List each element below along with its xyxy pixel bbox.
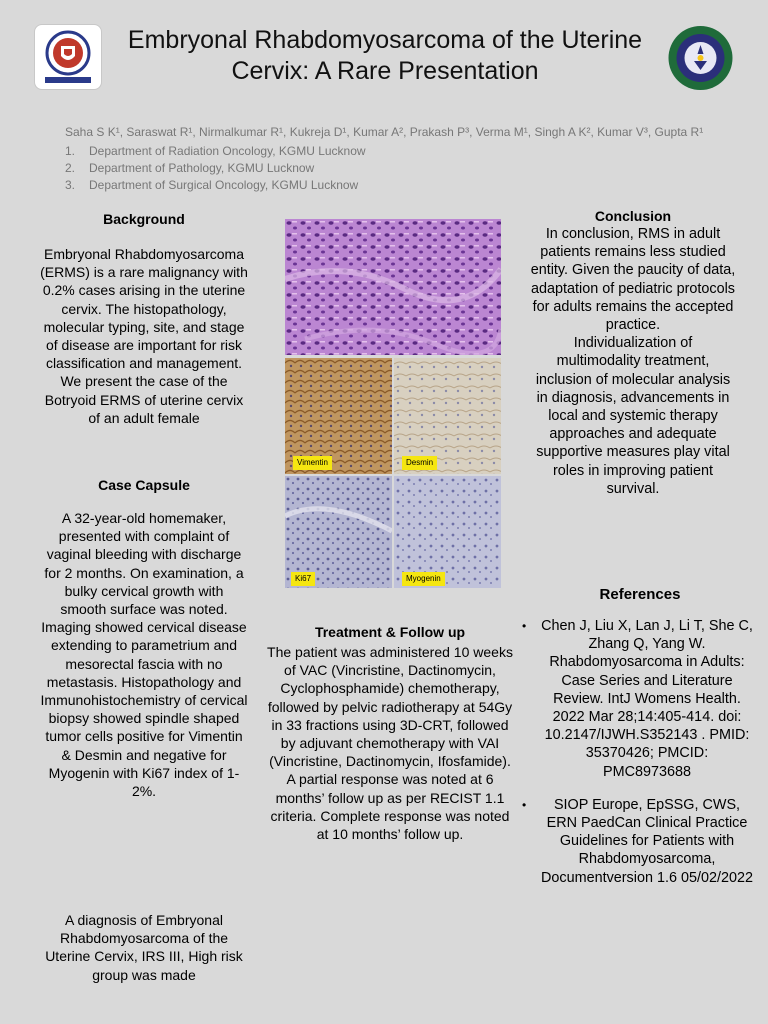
case-capsule-heading: Case Capsule xyxy=(98,477,190,493)
ki67-stain-micrograph xyxy=(285,476,392,588)
vimentin-label: Vimentin xyxy=(293,456,332,470)
conclusion-paragraph: In conclusion, RMS in adult patients remains less studied entity. Given the paucity of data, adaptation of pediatric protocols for adults remains the accepted practice. xyxy=(530,226,736,334)
affiliation-list xyxy=(65,143,366,194)
myogenin-label: Myogenin xyxy=(402,572,445,586)
bullet-icon: • xyxy=(522,797,527,812)
background-heading: Background xyxy=(103,211,185,227)
author-list: Saha S K¹, Saraswat R¹, Nirmalkumar R¹, Kukreja D¹, Kumar A², Prakash P³, Verma M¹, Singh A K², Kumar V³, Gupta R¹ xyxy=(65,125,704,139)
affiliation-item: 3. Department of Surgical Oncology, KGMU Lucknow xyxy=(65,178,359,192)
association-logo-right xyxy=(667,25,734,91)
vimentin-stain-micrograph xyxy=(285,358,392,474)
bullet-icon: • xyxy=(522,619,527,633)
poster-title: Embryonal Rhabdomyosarcoma of the Uterine Cervix: A Rare Presentation xyxy=(127,26,643,85)
ki67-label: Ki67 xyxy=(291,572,315,586)
conclusion-paragraph: Individualization of multimodality treatment, inclusion of molecular analysis in diagnosis, advancements in local and systemic therapy approaches and adequate supportive measures play vital roles in improving patient survival. xyxy=(535,335,731,497)
case-capsule-text: A 32-year-old homemaker, presented with complaint of vaginal bleeding with discharge for 2 months. On examination, a bulky cervical growth with smooth surface was noted. Imaging showed cervical disease extending to parametrium and mesorectal fascia with no metastasis. Histopathology and Immunohistochemistry of cervical biopsy showed spindle shaped tumor cells positive for Vimentin & Desmin and negative for Myogenin with Ki67 index of 1-2%. xyxy=(40,510,248,800)
treatment-heading: Treatment & Follow up xyxy=(314,624,466,640)
he-stain-micrograph xyxy=(285,219,501,355)
reference-item: • SIOP Europe, EpSSG, CWS, ERN PaedCan Clinical Practice Guidelines for Patients with Rhabdomyosarcoma, Documentversion 1.6 05/02/2022 xyxy=(522,796,753,886)
diagnosis-text: A diagnosis of Embryonal Rhabdomyosarcoma of the Uterine Cervix, IRS III, High risk group was made xyxy=(45,912,243,983)
conclusion-heading: Conclusion xyxy=(594,208,672,224)
conclusion-text xyxy=(530,225,736,498)
affiliation-item: 2. Department of Pathology, KGMU Lucknow xyxy=(65,161,315,175)
institution-logo-left xyxy=(34,24,102,90)
affiliation-item: 1. Department of Radiation Oncology, KGMU Lucknow xyxy=(65,144,366,158)
reference-list xyxy=(522,617,754,902)
desmin-label: Desmin xyxy=(402,456,437,470)
myogenin-stain-micrograph xyxy=(394,476,501,588)
reference-item: • Chen J, Liu X, Lan J, Li T, She C, Zhang Q, Yang W. Rhabdomyosarcoma in Adults: Case Series and Literature Review. IntJ Womens Health. 2022 Mar 28;14:405-414. doi: 10.2147/IJWH.S352143 . PMID: 35370426; PMCID: PMC8973688 xyxy=(522,618,753,780)
desmin-stain-micrograph xyxy=(394,358,501,474)
background-text: Embryonal Rhabdomyosarcoma (ERMS) is a rare malignancy with 0.2% cases arising in the uterine cervix. The histopathology, molecular typing, site, and stage of disease are important for risk classification and management. We present the case of the Botryoid ERMS of uterine cervix of an adult female xyxy=(40,246,248,426)
treatment-text: The patient was administered 10 weeks of VAC (Vincristine, Dactinomycin, Cyclophosphamide) chemotherapy, followed by pelvic radiotherapy at 54Gy in 33 fractions using 3D-CRT, followed by adjuvant chemotherapy with VAI (Vincristine, Dactinomycin, Ifosfamide). A partial response was noted at 6 months’ follow up as per RECIST 1.1 criteria. Complete response was noted at 10 months’ follow up. xyxy=(267,644,513,843)
references-heading: References xyxy=(599,586,681,603)
